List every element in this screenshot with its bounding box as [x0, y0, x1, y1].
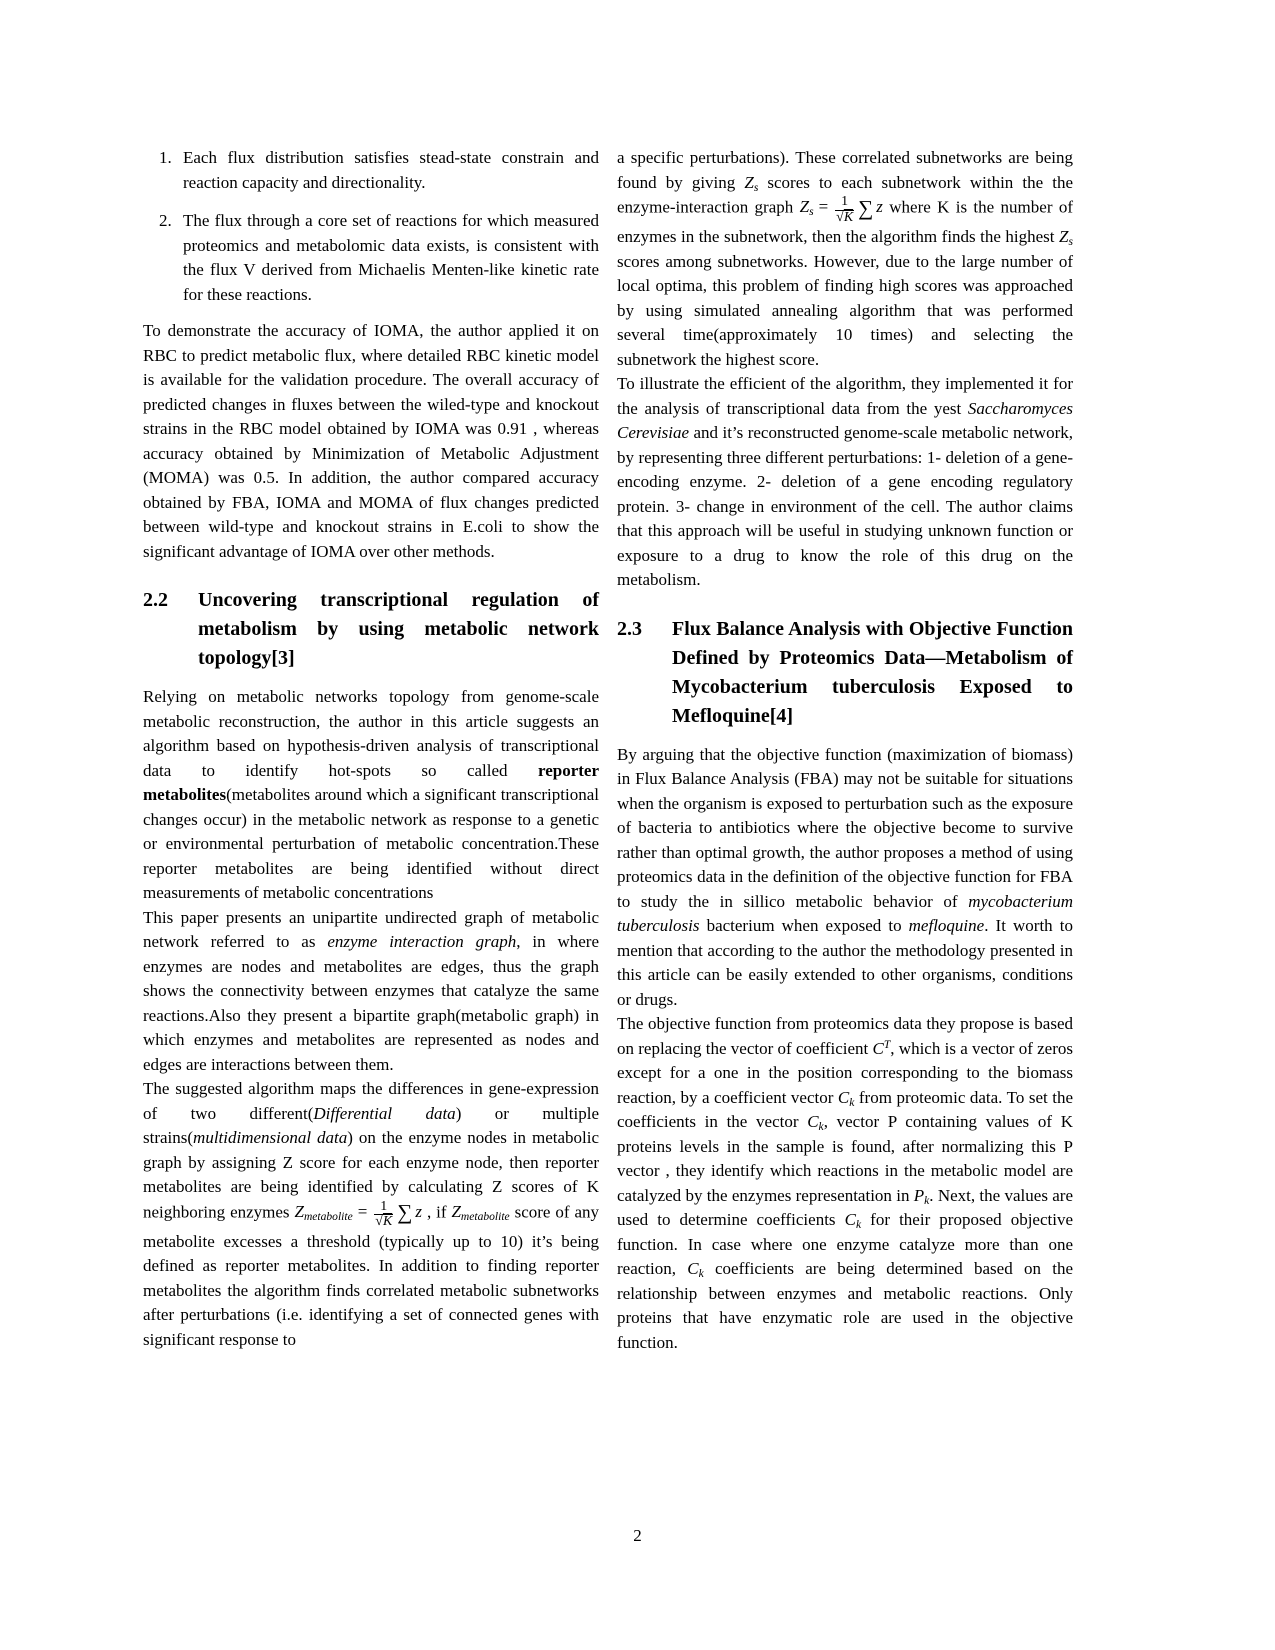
c-transpose-symbol: $C^T$ [872, 1037, 891, 1058]
section-number: 2.3 [617, 617, 642, 640]
z-s-symbol: $Z_s$ [1059, 227, 1073, 249]
list-item-number: 2. [159, 211, 172, 230]
italic-mefloquine: mefloquine [908, 916, 985, 936]
summation-icon: ∑ [858, 195, 874, 220]
c-k-symbol: $C_k$ [807, 1112, 824, 1134]
paragraph-ioma-accuracy: To demonstrate the accuracy of IOMA, the author applied it on RBC to predict metabolic flux, where detailed RBC kinetic model is available for the validation procedure. The overall accuracy of predicted changes in fluxes between the wiled-type and knockout strains in the RBC model obtained by IOMA was 0.91 , whereas accuracy obtained by Minimization of Metabolic Adjustment (MOMA) was 0.5. In addition, the author compared accuracy obtained by FBA, IOMA and MOMA of flux changes predicted between wild-type and knockout strains in E.coli to show the significant advantage of IOMA over other methods. [143, 321, 599, 561]
left-column [143, 146, 599, 1352]
c-k-symbol: $C_k$ [687, 1259, 704, 1281]
italic-multidimensional-data: multidimensional data [193, 1128, 348, 1147]
paragraph-illustrate-algorithm: To illustrate the efficient of the algorithm, they implemented it for the analysis of transcriptional data from the yest Saccharomyces Cerevisiae and it’s reconstructed genome-scale metabolic network, by representing three different perturbations: 1- deletion of a gene-encoding enzyme. 2- deletion of a gene encoding regulatory protein. 3- change in environment of the cell. The author claims that this approach will be useful in studying unknown function or exposure to a drug to know the role of this drug on the metabolism. [617, 374, 1073, 590]
italic-saccharomyces-cerevisiae: Saccharomyces Cerevisiae [617, 398, 1073, 443]
z-metabolite-symbol: $Z_{metabolite}$ [451, 1201, 510, 1223]
right-column [617, 146, 1073, 1355]
italic-differential-data: Differential data [313, 1103, 456, 1123]
fraction-one-over-sqrt-k: $\frac{1}{√K}$ [375, 1198, 393, 1230]
list-item [143, 146, 599, 195]
page-number: 2 [633, 1526, 642, 1545]
list-item [143, 209, 599, 307]
list-item-number: 1. [159, 148, 172, 167]
paragraph-suggested-algorithm: The suggested algorithm maps the differences in gene-expression of two different(Differential data) or multiple strains(multidimensional data) on the enzyme nodes in metabolic graph by assigning Z score for each enzyme node, then reporter metabolites are being identified by calculating Z scores of K neighboring enzymes $Z_{metabolite}$ = $\frac{1}{√K}$ ∑ z , if $Z_{metabolite}$ score of any metabolite excesses a threshold (typically up to 10) it’s being defined as reporter metabolites. In addition to finding reporter metabolites the algorithm finds correlated metabolic subnetworks after perturbations (i.e. identifying a set of connected genes with significant response to [143, 1079, 599, 1349]
italic-mycobacterium-tuberculosis: mycobacterium tuberculosis [617, 891, 1073, 936]
section-number: 2.2 [143, 589, 168, 611]
numbered-list [143, 146, 599, 307]
bold-reporter-metabolites: reporter metabolites [143, 760, 599, 804]
paragraph-enzyme-interaction-graph: This paper presents an unipartite undirected graph of metabolic network referred to as enzyme interaction graph, in where enzymes are nodes and metabolites are edges, thus the graph shows the connectivity between enzymes that catalyze the same reactions.Also they present a bipartite graph(metabolic graph) in which enzymes and metabolites are represented as nodes and edges are interactions between them. [143, 907, 599, 1074]
list-item-text: Each flux distribution satisfies stead-state constrain and reaction capacity and directionality. [183, 148, 599, 192]
p-k-symbol: $P_k$ [913, 1185, 930, 1207]
z-s-symbol: $Z_s$ [744, 172, 759, 194]
section-title: Uncovering transcriptional regulation of metabolism by using metabolic network topology[3] [198, 589, 599, 669]
section-title: Flux Balance Analysis with Objective Function Defined by Proteomics Data—Metabolism of Mycobacterium tuberculosis Exposed to Mefloquine[4] [672, 617, 1073, 727]
z-s-formula: $Z_s$ = $\frac{1}{√K}$ ∑ z [799, 194, 883, 225]
section-heading-2-3 [617, 615, 1073, 731]
c-k-symbol: $C_k$ [837, 1087, 855, 1109]
summation-icon: ∑ [397, 1200, 413, 1225]
paragraph-reporter-metabolites: Relying on metabolic networks topology from genome-scale metabolic reconstruction, the author in this article suggests an algorithm based on hypothesis-driven analysis of transcriptional data to identify hot-spots so called reporter metabolites(metabolites around which a significant transcriptional changes occur) in the metabolic network as response to a genetic or environmental perturbation of metabolic concentration.These reporter metabolites are being identified without direct measurements of metabolic concentrations [143, 687, 599, 902]
z-metabolite-formula: $Z_{metabolite}$ = $\frac{1}{√K}$ ∑ z [294, 1198, 423, 1230]
list-item-text: The flux through a core set of reactions for which measured proteomics and metabolomic data exists, is consistent with the flux V derived from Michaelis Menten-like kinetic rate for these reactions. [183, 211, 599, 304]
c-k-symbol: $C_k$ [844, 1210, 862, 1232]
italic-enzyme-interaction-graph: enzyme interaction graph [327, 932, 517, 951]
paragraph-correlated-subnetworks: a specific perturbations). These correlated subnetworks are being found by giving $Z_s$ scores to each subnetwork within the the enzyme-interaction graph $Z_s$ = $\frac{1}{√K}$ ∑ z where K is the number of enzymes in the subnetwork, then the algorithm finds the highest $Z_s$ scores among subnetworks. However, due to the large number of local optima, this problem of finding high scores was approached by using simulated annealing algorithm that was performed several time(approximately 10 times) and selecting the subnetwork the highest score. [617, 148, 1073, 369]
fraction-one-over-sqrt-k: $\frac{1}{√K}$ [836, 194, 854, 225]
section-heading-2-2 [143, 586, 599, 673]
paragraph-proteomics-objective-function: The objective function from proteomics data they propose is based on replacing the vector of coefficient $C^T$, which is a vector of zeros except for a one in the position corresponding to the biomass reaction, by a coefficient vector $C_k$ from proteomic data. To set the coefficients in the vector $C_k$, vector P containing values of K proteins levels in the sample is found, after normalizing this P vector , they identify which reactions in the metabolic model are catalyzed by the enzymes representation in $P_k$. Next, the values are used to determine coefficients $C_k$ for their proposed objective function. In case where one enzyme catalyze more than one reaction, $C_k$ coefficients are being determined based on the relationship between enzymes and metabolic reactions. Only proteins that have enzymatic role are used in the objective function. [617, 1014, 1073, 1352]
paragraph-fba-objective: By arguing that the objective function (maximization of biomass) in Flux Balance Analysis (FBA) may not be suitable for situations when the organism is exposed to perturbation such as the exposure of bacteria to antibiotics where the objective become to survive rather than optimal growth, the author proposes a method of using proteomics data in the definition of the objective function for FBA to study the in sillico metabolic behavior of mycobacterium tuberculosis bacterium when exposed to mefloquine. It worth to mention that according to the author the methodology presented in this article can be easily extended to other organisms, conditions or drugs. [617, 744, 1073, 1009]
